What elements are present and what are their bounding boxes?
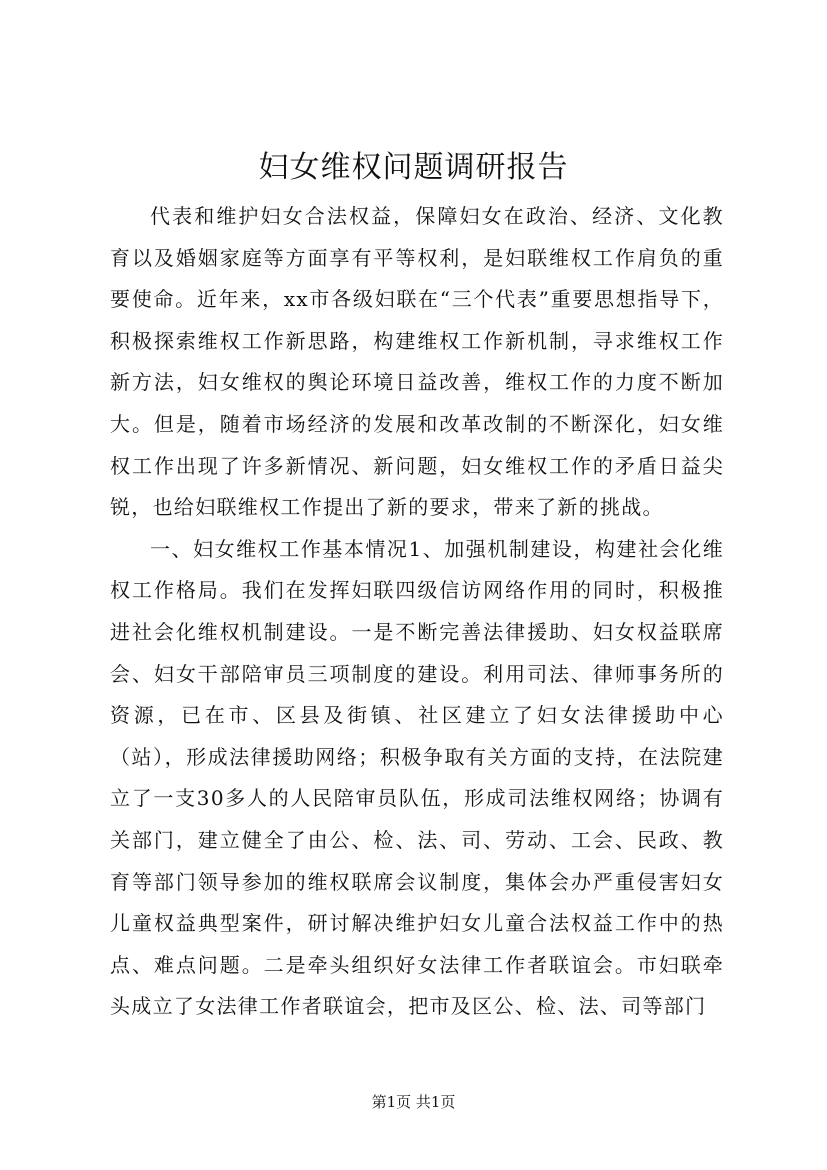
paragraph-section-one: 一、妇女维权工作基本情况1、加强机制建设，构建社会化维权工作格局。我们在发挥妇联四级信访网络作用的同时，积极推进社会化维权机制建设。一是不断完善法律援助、妇女权益联席会、妇女干部陪审员三项制度的建设。利用司法、律师事务所的资源，已在市、区县及街镇、社区建立了妇女法律援助中心（站），形成法律援助网络；积极争取有关方面的支持，在法院建立了一支30多人的人民陪审员队伍，形成司法维权网络；协调有关部门，建立健全了由公、检、法、司、劳动、工会、民政、教育等部门领导参加的维权联席会议制度，集体会办严重侵害妇女儿童权益典型案件，研讨解决维护妇女儿童合法权益工作中的热点、难点问题。二是牵头组织好女法律工作者联谊会。市妇联牵头成立了女法律工作者联谊会，把市及区公、检、法、司等部门 [110, 536, 724, 1019]
page-footer: 第1页 共1页 [371, 1093, 456, 1111]
document-body [110, 196, 724, 1028]
paragraph-intro: 代表和维护妇女合法权益，保障妇女在政治、经济、文化教育以及婚姻家庭等方面享有平等权利，是妇联维权工作肩负的重要使命。近年来，xx市各级妇联在“三个代表”重要思想指导下，积极探索维权工作新思路，构建维权工作新机制，寻求维权工作新方法，妇女维权的舆论环境日益改善，维权工作的力度不断加大。但是，随着市场经济的发展和改革改制的不断深化，妇女维权工作出现了许多新情况、新问题，妇女维权工作的矛盾日益尖锐，也给妇联维权工作提出了新的要求，带来了新的挑战。 [110, 204, 724, 520]
document-title: 妇女维权问题调研报告 [258, 150, 569, 185]
